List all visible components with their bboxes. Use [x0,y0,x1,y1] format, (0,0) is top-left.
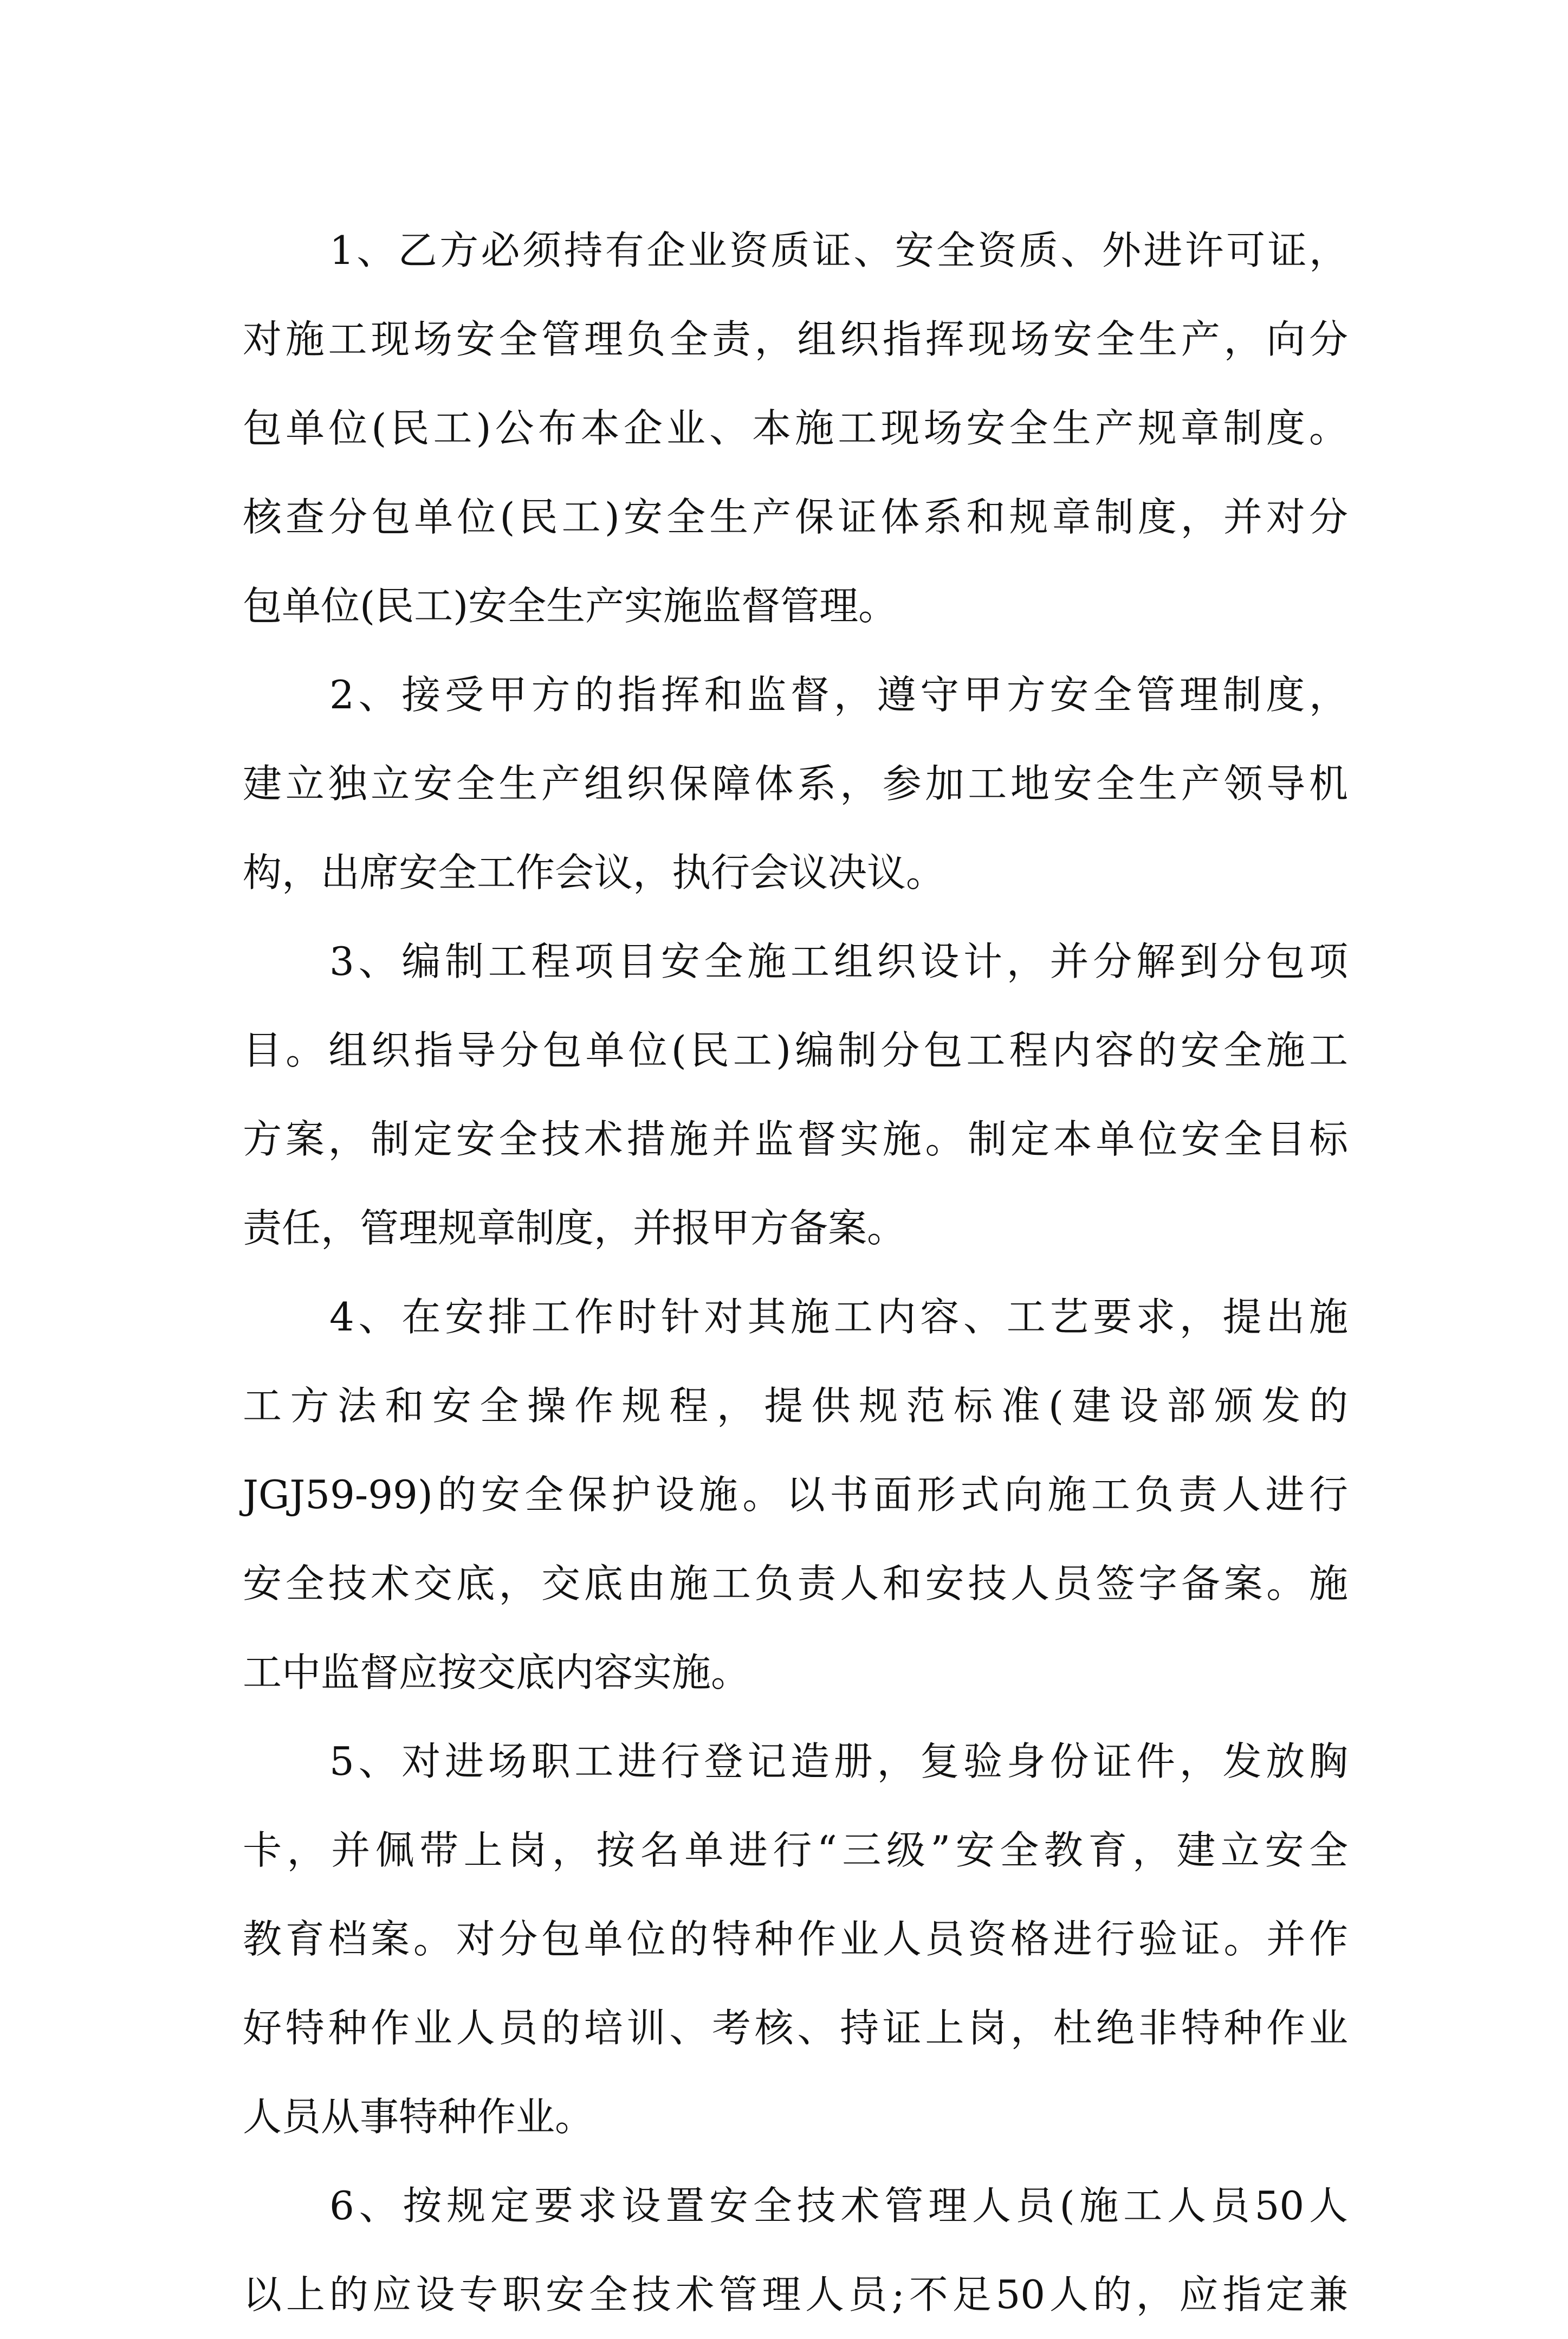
text-line: 目。组织指导分包单位(民工)编制分包工程内容的安全施工 [243,1028,1348,1073]
text-line: 卡，并佩带上岗，按名单进行“三级”安全教育，建立安全 [243,1827,1348,1873]
text-line: 安全技术交底，交底由施工负责人和安技人员签字备案。施 [243,1561,1348,1606]
text-line: 教育档案。对分包单位的特种作业人员资格进行验证。并作 [243,1916,1348,1962]
text-line: 核查分包单位(民工)安全生产保证体系和规章制度，并对分 [243,494,1348,540]
text-line: 方案，制定安全技术措施并监督实施。制定本单位安全目标 [243,1116,1348,1162]
text-line: 5、对进场职工进行登记造册，复验身份证件，发放胸 [329,1739,1348,1784]
text-line: 工中监督应按交底内容实施。 [243,1650,750,1695]
text-line: 建立独立安全生产组织保障体系，参加工地安全生产领导机 [243,761,1348,806]
text-line: 对施工现场安全管理负全责，组织指挥现场安全生产，向分 [243,316,1348,362]
text-line: 工方法和安全操作规程，提供规范标准(建设部颁发的 [243,1383,1348,1429]
document-body [243,206,1348,2339]
paragraph-4 [243,1272,1348,1717]
text-line: 6、按规定要求设置安全技术管理人员(施工人员50人 [329,2183,1348,2228]
text-line: 1、乙方必须持有企业资质证、安全资质、外进许可证， [329,228,1348,273]
text-line: 2、接受甲方的指挥和监督，遵守甲方安全管理制度， [329,672,1348,718]
text-line: 包单位(民工)安全生产实施监督管理。 [243,583,898,629]
text-line: 3、编制工程项目安全施工组织设计，并分解到分包项 [329,939,1348,984]
text-line: JGJ59-99)的安全保护设施。以书面形式向施工负责人进行 [243,1472,1348,1517]
text-line: 4、在安排工作时针对其施工内容、工艺要求，提出施 [329,1294,1348,1340]
text-line: 责任，管理规章制度，并报甲方备案。 [243,1205,906,1251]
paragraph-5 [243,1717,1348,2161]
paragraph-1 [243,206,1348,650]
text-line: 以上的应设专职安全技术管理人员;不足50人的，应指定兼 [243,2272,1348,2317]
paragraph-3 [243,917,1348,1272]
text-line: 好特种作业人员的培训、考核、持证上岗，杜绝非特种作业 [243,2005,1348,2051]
text-line: 人员从事特种作业。 [243,2094,594,2140]
paragraph-2 [243,650,1348,917]
paragraph-6 [243,2161,1348,2339]
text-line: 构，出席安全工作会议，执行会议决议。 [243,850,945,895]
text-line: 包单位(民工)公布本企业、本施工现场安全生产规章制度。 [243,405,1348,451]
